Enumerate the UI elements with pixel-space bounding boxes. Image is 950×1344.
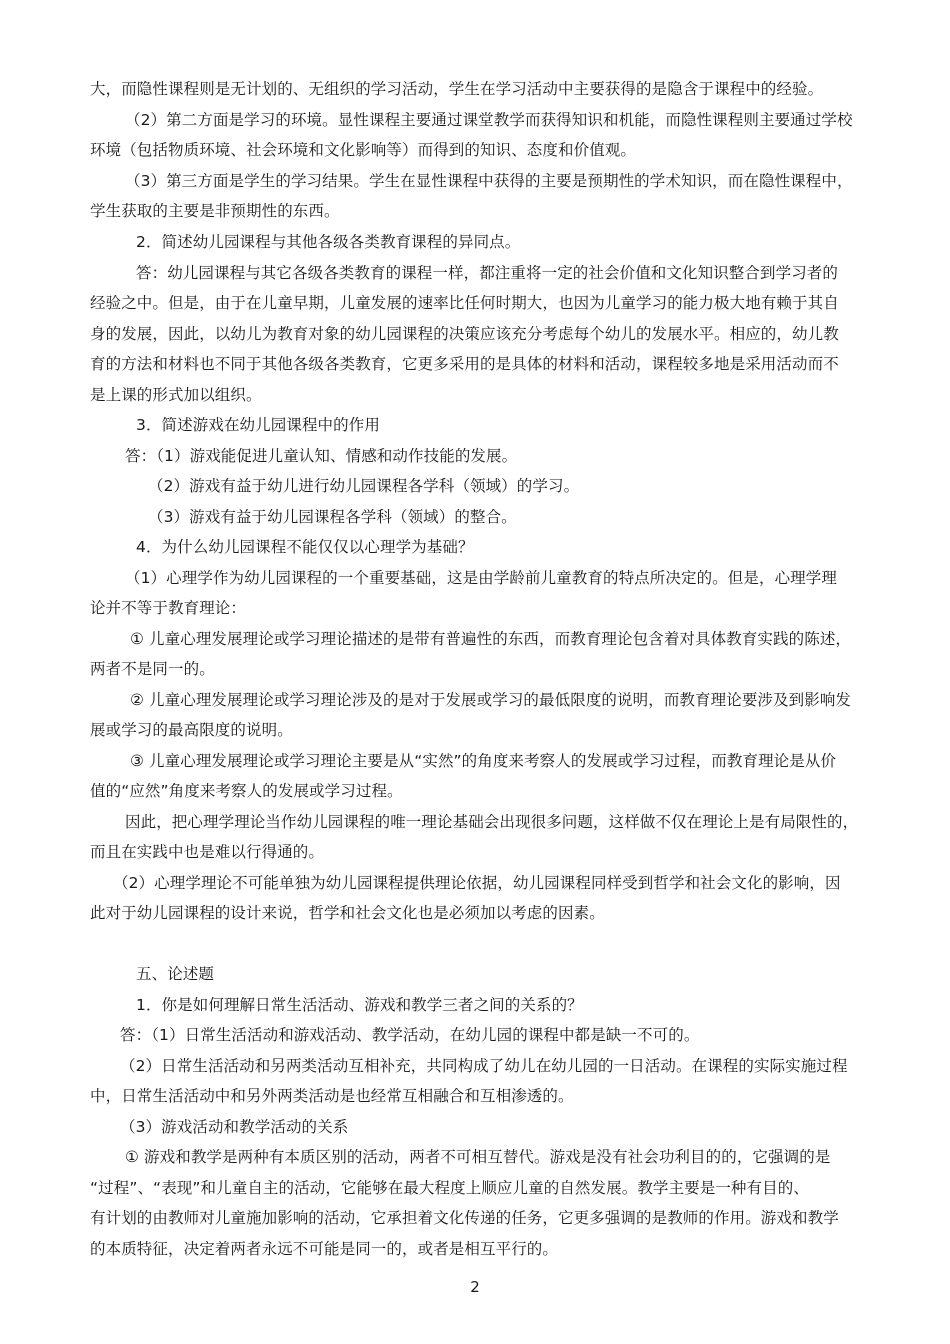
text-line: 经验之中。但是，由于在儿童早期，儿童发展的速率比任何时期大，也因为儿童学习的能力极大地有赖于其自 <box>90 294 839 312</box>
text-line: 值的“应然”角度来考察人的发展或学习过程。 <box>90 782 403 800</box>
text-line: “过程”、“表现”和儿童自主的活动，它能够在最大程度上顺应儿童的自然发展。教学主要是一种有目的、 <box>90 1179 809 1197</box>
text-line: ① 儿童心理发展理论或学习理论描述的是带有普遍性的东西，而教育理论包含着对具体教育实践的陈述， <box>130 630 852 648</box>
text-line: 是上课的形式加以组织。 <box>90 386 262 404</box>
text-line: 环境（包括物质环境、社会环境和文化影响等）而得到的知识、态度和价值观。 <box>90 141 637 159</box>
text-line: ③ 儿童心理发展理论或学习理论主要是从“实然”的角度来考察人的发展或学习过程，而教育理论是从价 <box>130 752 837 770</box>
text-line: 的本质特征，决定着两者永远不可能是同一的，或者是相互平行的。 <box>90 1240 559 1258</box>
text-line: 两者不是同一的。 <box>90 660 215 678</box>
text-line: 答：（1）游戏能促进儿童认知、情感和动作技能的发展。 <box>125 447 518 465</box>
text-line: （2）心理学理论不可能单独为幼儿园课程提供理论依据，幼儿园课程同样受到哲学和社会文化的影响，因 <box>113 874 841 892</box>
text-line: ② 儿童心理发展理论或学习理论涉及的是对于发展或学习的最低限度的说明，而教育理论要涉及到影响发 <box>130 691 852 709</box>
text-line: （3）第三方面是学生的学习结果。学生在显性课程中获得的主要是预期性的学术知识，而在隐性课程中， <box>125 172 853 190</box>
question-heading: 4．为什么幼儿园课程不能仅仅以心理学为基础？ <box>136 538 474 556</box>
text-line: 此对于幼儿园课程的设计来说，哲学和社会文化也是必须加以考虑的因素。 <box>90 904 605 922</box>
text-line: 大，而隐性课程则是无计划的、无组织的学习活动，学生在学习活动中主要获得的是隐含于课程中的经验。 <box>90 80 824 98</box>
text-line: 论并不等于教育理论： <box>90 599 247 617</box>
text-line: （2）日常生活活动和另两类活动互相补充，共同构成了幼儿在幼儿园的一日活动。在课程的实际实施过程 <box>120 1057 848 1075</box>
text-line: 因此，把心理学理论当作幼儿园课程的唯一理论基础会出现很多问题，这样做不仅在理论上是有局限性的， <box>125 813 859 831</box>
question-heading: 3．简述游戏在幼儿园课程中的作用 <box>136 416 380 434</box>
text-line: 答：（1）日常生活活动和游戏活动、教学活动，在幼儿园的课程中都是缺一不可的。 <box>120 1026 700 1044</box>
text-line: 育的方法和材料也不同于其他各级各类教育，它更多采用的是具体的材料和活动，课程较多地是采用活动而不 <box>90 355 839 373</box>
text-line: （1）心理学作为幼儿园课程的一个重要基础，这是由学龄前儿童教育的特点所决定的。但是，心理学理 <box>125 569 837 587</box>
page-number: 2 <box>470 1278 480 1296</box>
section-heading: 五、论述题 <box>136 965 215 983</box>
text-line: 答：幼儿园课程与其它各级各类教育的课程一样，都注重将一定的社会价值和文化知识整合到学习者的 <box>136 264 839 282</box>
question-heading: 1．你是如何理解日常生活活动、游戏和教学三者之间的关系的？ <box>136 996 583 1014</box>
question-heading: 2．简述幼儿园课程与其他各级各类教育课程的异同点。 <box>136 233 521 251</box>
text-line: 学生获取的主要是非预期性的东西。 <box>90 202 340 220</box>
text-line: 而且在实践中也是难以行得通的。 <box>90 843 325 861</box>
text-line: （2）游戏有益于幼儿进行幼儿园课程各学科（领域）的学习。 <box>148 477 580 495</box>
text-line: （2）第二方面是学习的环境。显性课程主要通过课堂教学而获得知识和机能，而隐性课程则主要通过学校 <box>125 111 853 129</box>
text-line: ① 游戏和教学是两种有本质区别的活动，两者不可相互替代。游戏是没有社会功利目的的，它强调的是 <box>125 1148 831 1166</box>
text-line: （3）游戏有益于幼儿园课程各学科（领域）的整合。 <box>148 508 517 526</box>
text-line: 中，日常生活活动中和另外两类活动是也经常互相融合和互相渗透的。 <box>90 1087 574 1105</box>
text-line: 有计划的由教师对儿童施加影响的活动，它承担着文化传递的任务，它更多强调的是教师的作用。游戏和教学 <box>90 1209 839 1227</box>
text-line: （3）游戏活动和教学活动的关系 <box>120 1118 349 1136</box>
text-line: 身的发展，因此，以幼儿为教育对象的幼儿园课程的决策应该充分考虑每个幼儿的发展水平。相应的，幼儿教 <box>90 325 839 343</box>
text-line: 展或学习的最高限度的说明。 <box>90 721 293 739</box>
